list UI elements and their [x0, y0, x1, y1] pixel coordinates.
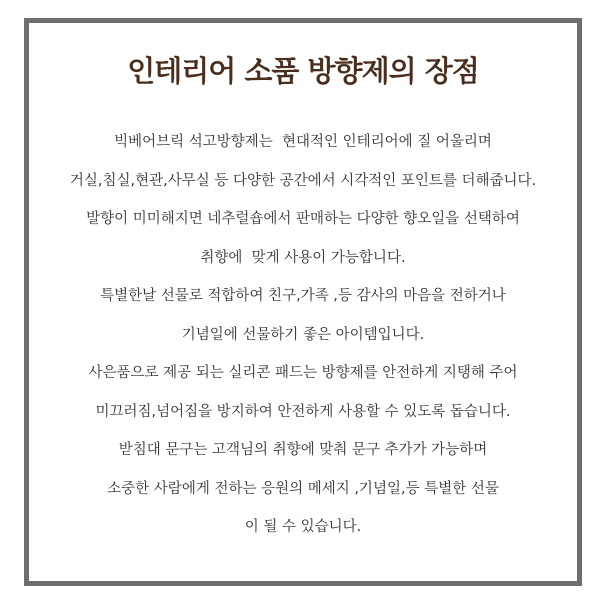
text-line-9: 받침대 문구는 고객님의 취향에 맞춰 문구 추가가 가능하며 [118, 442, 488, 458]
document-frame [24, 18, 582, 586]
body-text [29, 123, 577, 547]
text-line-4: 취향에 맞게 사용이 가능합니다. [200, 249, 406, 266]
text-line-2: 거실,침실,현관,사무실 등 다양한 공간에서 시각적인 포인트를 더해줍니다. [69, 172, 537, 189]
document-title: 인테리어 소품 방향제의 장점 [127, 54, 479, 88]
text-line-3: 발향이 미미해지면 네추럴숍에서 판매하는 다양한 향오일을 선택하여 [86, 211, 520, 227]
text-line-6: 기념일에 선물하기 좋은 아이템입니다. [181, 326, 425, 343]
text-line-11: 이 될 수 있습니다. [244, 519, 362, 535]
text-line-1: 빅베어브릭 석고방향제는 현대적인 인테리어에 질 어울리며 [114, 134, 492, 150]
text-line-10: 소중한 사람에게 전하는 응원의 메세지 ,기념일,등 특별한 선물 [107, 480, 499, 497]
text-line-8: 미끄러짐,넘어짐을 방지하여 안전하게 사용할 수 있도록 돕습니다. [95, 403, 511, 420]
text-line-5: 특별한날 선물로 적합하여 친구,가족 ,등 감사의 마음을 전하거나 [100, 288, 506, 304]
text-line-7: 사은품으로 제공 되는 실리콘 패드는 방향제를 안전하게 지탱해 주어 [88, 365, 518, 381]
